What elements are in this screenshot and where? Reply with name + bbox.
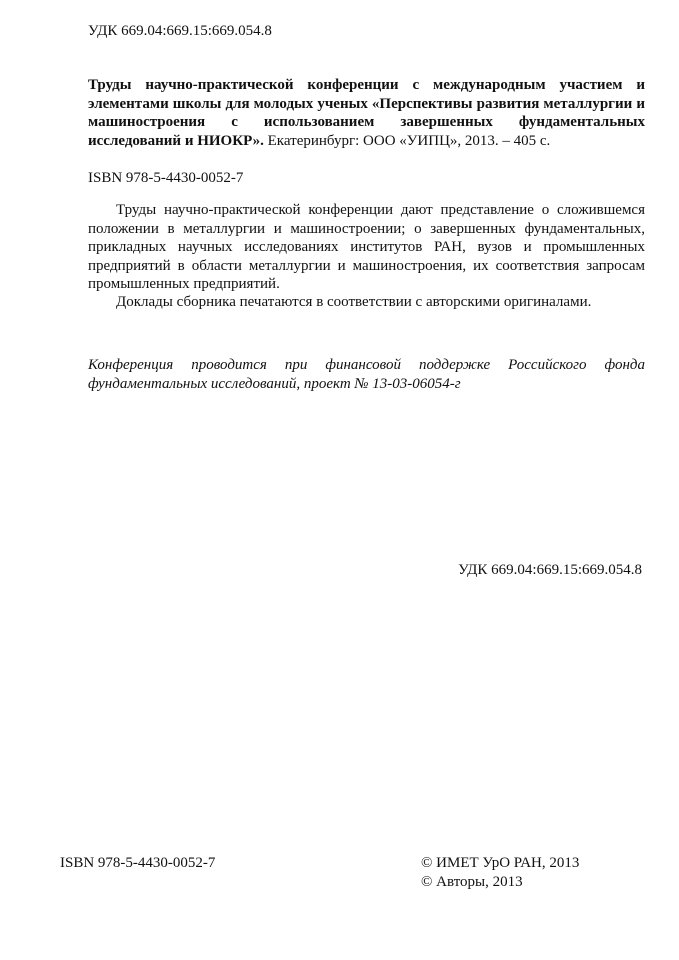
udc-code-top: УДК 669.04:669.15:669.054.8 <box>88 23 272 39</box>
isbn-top: ISBN 978-5-4430-0052-7 <box>88 170 244 186</box>
isbn-bottom: ISBN 978-5-4430-0052-7 <box>60 855 216 871</box>
copyright-authors: © Авторы, 2013 <box>421 873 523 890</box>
bibliographic-description <box>88 76 645 150</box>
annotation-paragraph: Труды научно-практической конференции дают представление о сложившемся положении в металлургии и машиностроении; о завершенных фундаментальных, прикладных научных исследованиях институтов РАН, вузов и промышленных предприятий в области металлургии и машиностроения, их соответствия запросам промышленных предприятий. <box>88 202 645 292</box>
bibliographic-imprint: Екатеринбург: ООО «УИПЦ», 2013. – 405 с. <box>263 132 551 149</box>
bibliographic-title: Труды научно-практической конференции с международным участием и элементами школы для молодых ученых «Перспективы развития металлургии и машиностроения с использованием завершенных фундаментальных исследований и НИОКР». <box>88 77 645 149</box>
copyright-institute: © ИМЕТ УрО РАН, 2013 <box>421 855 580 871</box>
author-originals-note: Доклады сборника печатаются в соответствии с авторскими оригиналами. <box>116 294 592 310</box>
udc-code-bottom: УДК 669.04:669.15:669.054.8 <box>458 562 642 578</box>
funding-note: Конференция проводится при финансовой поддержке Российского фонда фундаментальных исследований, проект № 13-03-06054-г <box>88 357 645 392</box>
copyright-block <box>421 854 579 891</box>
